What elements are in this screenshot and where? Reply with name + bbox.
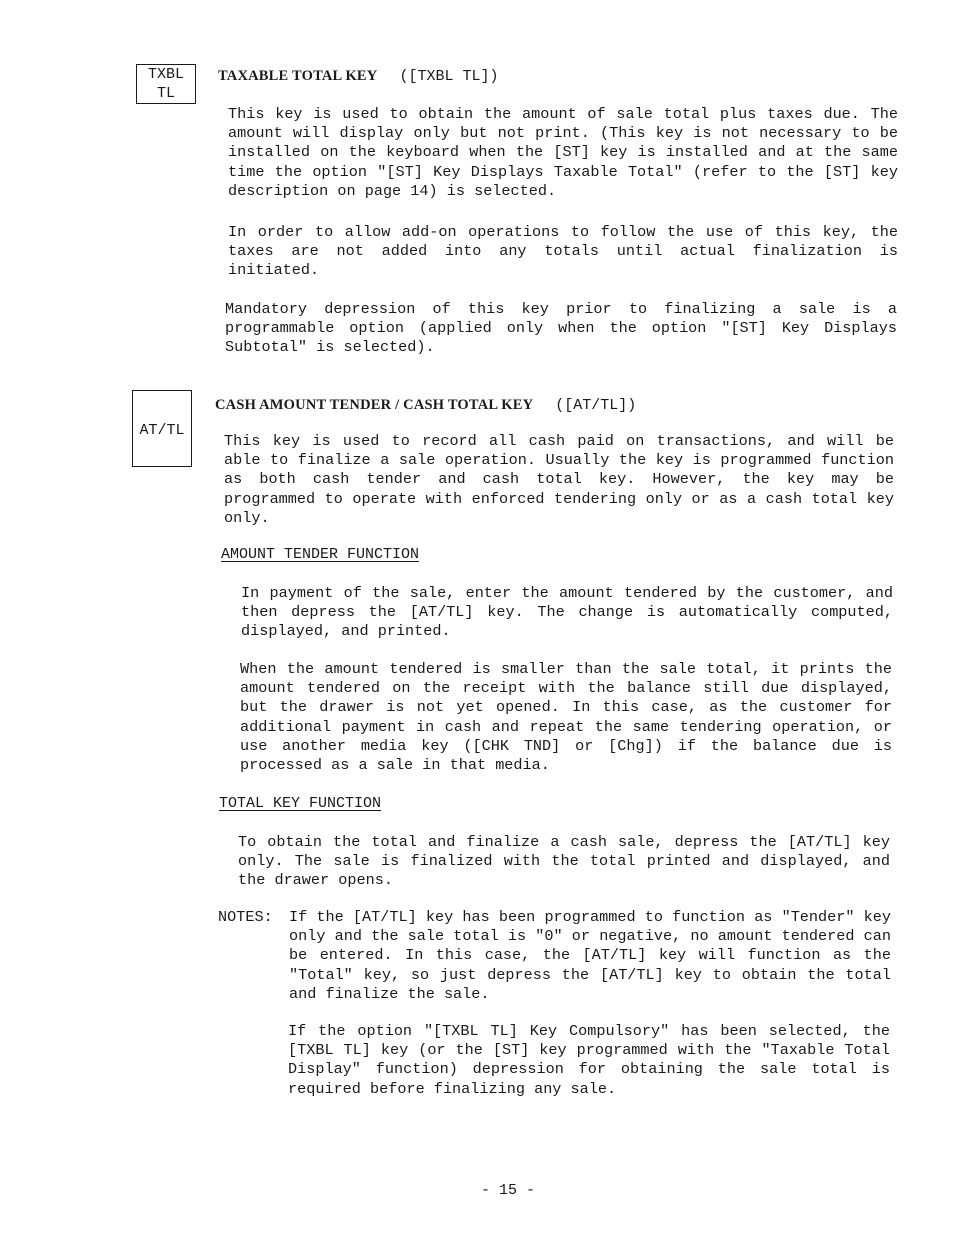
page-number: - 15 -: [480, 1182, 535, 1199]
txbl-key-label-line2: TL: [156, 85, 175, 102]
attl-key-box: [132, 390, 192, 467]
note-2: If the option "[TXBL TL] Key Compulsory" has been selected, the [TXBL TL] key (or the [ST] key programmed with the "Taxable Total Display" function) depression for obtaining the sale total is required before finalizing any sale.: [288, 1022, 890, 1098]
attl-title: CASH AMOUNT TENDER / CASH TOTAL KEY: [215, 397, 534, 413]
amount-tender-heading: AMOUNT TENDER FUNCTION: [221, 546, 420, 563]
txbl-title: TAXABLE TOTAL KEY: [218, 68, 378, 84]
attl-key-label: AT/TL: [139, 422, 185, 439]
txbl-tl-key-box: [136, 64, 196, 104]
attl-code: ([AT/TL]): [555, 397, 637, 414]
notes-label: NOTES:: [218, 908, 273, 926]
txbl-paragraph-2: In order to allow add-on operations to follow the use of this key, the taxes are not added into any totals until actual finalization is initiated.: [228, 223, 898, 280]
note-1: If the [AT/TL] key has been programmed to function as "Tender" key only and the sale total is "0" or negative, no amount tendered can be entered. In this case, the [AT/TL] key will function as the "Total" key, so just depress the [AT/TL] key to obtain the total and finalize the sale.: [289, 908, 891, 1003]
total-key-heading: TOTAL KEY FUNCTION: [219, 795, 382, 812]
txbl-heading: [218, 66, 499, 87]
total-key-paragraph-1: To obtain the total and finalize a cash sale, depress the [AT/TL] key only. The sale is finalized with the total printed and displayed, and the drawer opens.: [238, 833, 890, 890]
txbl-key-label-line1: TXBL: [147, 66, 184, 83]
txbl-paragraph-3: Mandatory depression of this key prior to finalizing a sale is a programmable option (applied only when the option "[ST] Key Displays Subtotal" is selected).: [225, 300, 897, 357]
attl-heading: [215, 395, 636, 416]
amount-tender-paragraph-2: When the amount tendered is smaller than the sale total, it prints the amount tendered on the receipt with the balance still due displayed, but the drawer is not yet opened. In this case, as the customer for additional payment in cash and repeat the same tendering operation, or use another media key ([CHK TND] or [Chg]) if the balance due is processed as a sale in that media.: [240, 660, 892, 775]
attl-paragraph-1: This key is used to record all cash paid on transactions, and will be able to finalize a sale operation. Usually the key is programmed function as both cash tender and cash total key. However, the key may be programmed to operate with enforced tendering only or as a cash total key only.: [224, 432, 894, 527]
txbl-code: ([TXBL TL]): [399, 68, 499, 85]
amount-tender-paragraph-1: In payment of the sale, enter the amount tendered by the customer, and then depress the [AT/TL] key. The change is automatically computed, displayed, and printed.: [241, 584, 893, 641]
txbl-paragraph-1: This key is used to obtain the amount of sale total plus taxes due. The amount will display only but not print. (This key is not necessary to be installed on the keyboard when the [ST] key is installed and at the same time the option "[ST] Key Displays Taxable Total" (refer to the [ST] key description on page 14) is selected.: [228, 105, 898, 200]
